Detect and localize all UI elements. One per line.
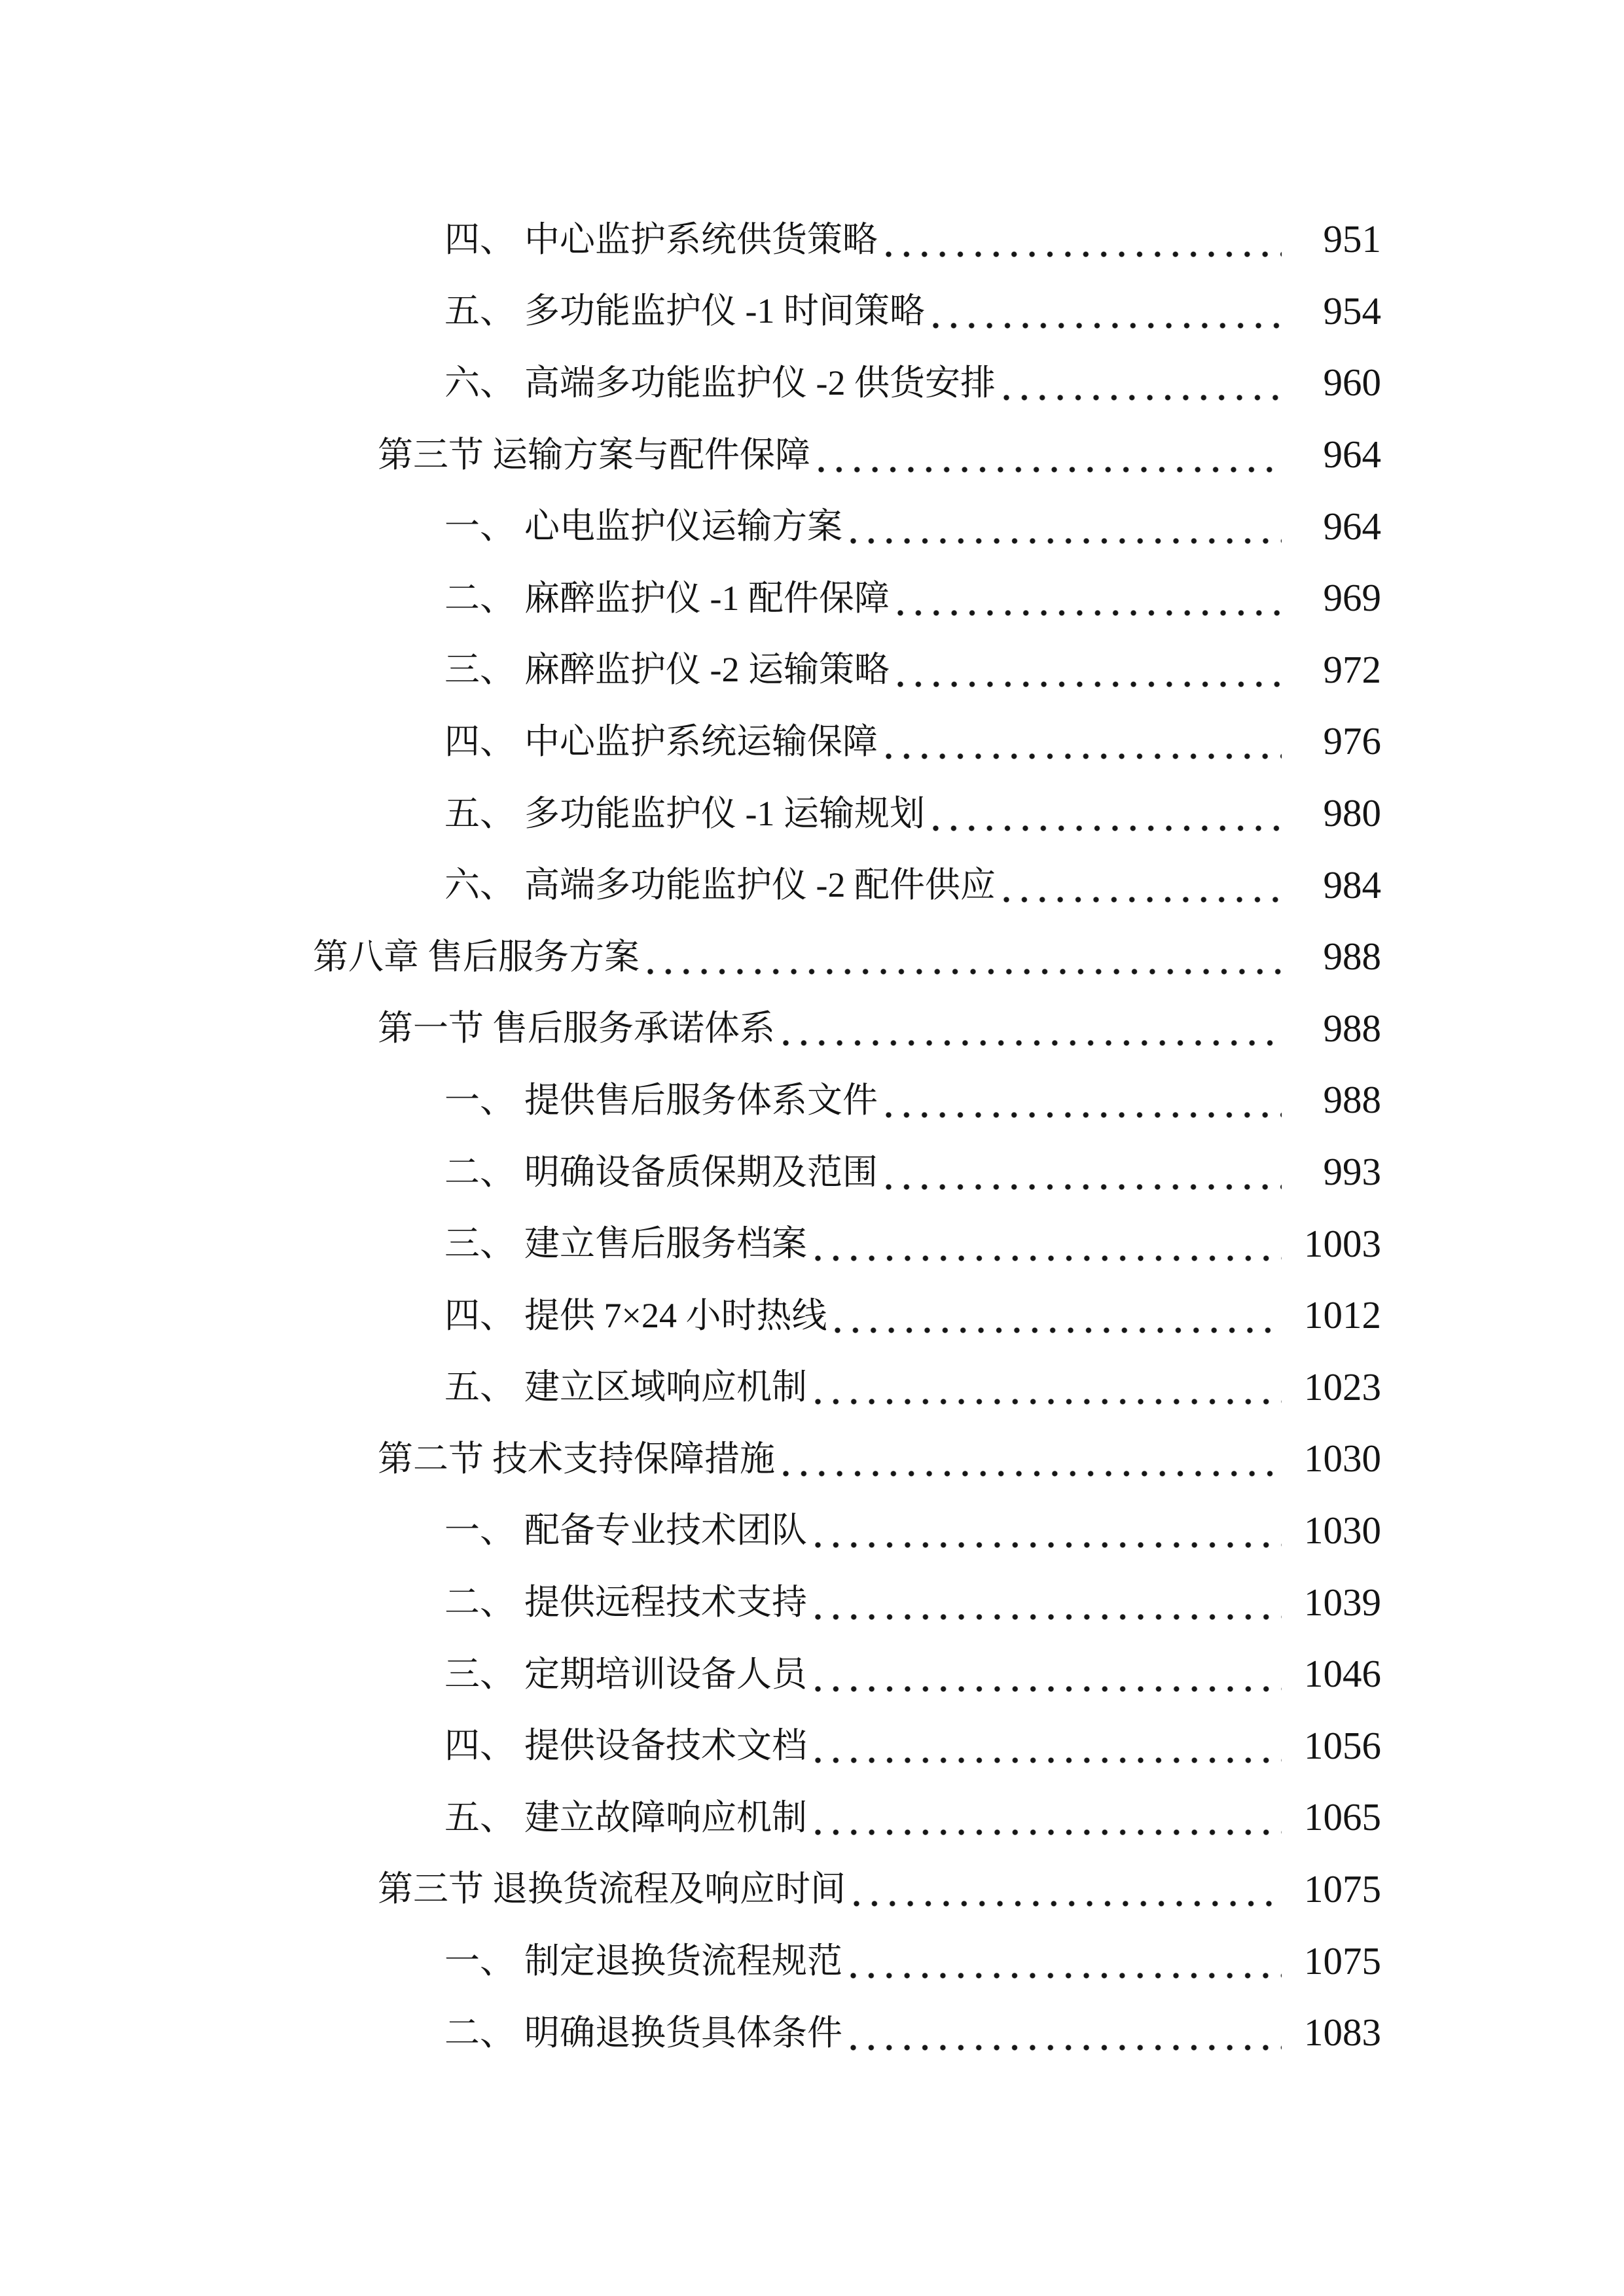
toc-entry-title: 提供售后服务体系文件 bbox=[524, 1080, 878, 1120]
dot-leader bbox=[815, 1226, 1282, 1261]
toc-entry-number: 二、 bbox=[444, 1583, 515, 1623]
toc-row-item bbox=[0, 1782, 1624, 1854]
dot-leader bbox=[815, 1585, 1282, 1620]
toc-row-item bbox=[0, 347, 1624, 419]
toc-entry-number: 第八章 bbox=[313, 937, 419, 977]
toc-row-item bbox=[0, 490, 1624, 562]
toc-row-item bbox=[0, 1352, 1624, 1424]
dot-leader bbox=[850, 1943, 1282, 1979]
toc-entry-page-number: 1030 bbox=[1304, 1437, 1381, 1480]
toc-entry-page-number: 964 bbox=[1323, 504, 1381, 548]
toc-entry-number: 五、 bbox=[444, 1797, 515, 1837]
toc-entry-title: 技术支持保障措施 bbox=[492, 1439, 775, 1479]
toc-entry-title: 明确退换货具体条件 bbox=[524, 2013, 842, 2053]
toc-entry-page-number: 969 bbox=[1323, 576, 1381, 620]
dot-leader bbox=[933, 293, 1282, 329]
dot-leader bbox=[818, 437, 1282, 473]
toc-entry-title: 多功能监护仪 -1 运输规划 bbox=[524, 793, 925, 833]
toc-entry-page-number: 1046 bbox=[1304, 1652, 1381, 1696]
toc-entry-number: 四、 bbox=[444, 219, 515, 259]
toc-entry-page-number: 1012 bbox=[1304, 1293, 1381, 1337]
toc-entry-title: 麻醉监护仪 -1 配件保障 bbox=[524, 578, 890, 618]
dot-leader bbox=[815, 1800, 1282, 1835]
toc-entry-number: 二、 bbox=[444, 578, 515, 618]
toc-entry-page-number: 1056 bbox=[1304, 1723, 1381, 1767]
dot-leader bbox=[815, 1657, 1282, 1692]
toc-row-item bbox=[0, 562, 1624, 634]
toc-entry-number: 五、 bbox=[444, 793, 515, 833]
toc-row-section bbox=[0, 419, 1624, 491]
toc-entry-number: 一、 bbox=[444, 1511, 515, 1551]
toc-entry-page-number: 972 bbox=[1323, 647, 1381, 691]
toc-row-item bbox=[0, 1064, 1624, 1136]
toc-entry-page-number: 1075 bbox=[1304, 1867, 1381, 1910]
toc-row-item bbox=[0, 204, 1624, 276]
toc-entry-page-number: 988 bbox=[1323, 935, 1381, 978]
dot-leader bbox=[835, 1298, 1282, 1333]
toc-entry-page-number: 976 bbox=[1323, 719, 1381, 763]
dot-leader bbox=[886, 1155, 1282, 1190]
toc-entry-number: 一、 bbox=[444, 507, 515, 547]
dot-leader bbox=[886, 222, 1282, 257]
toc-row-item bbox=[0, 849, 1624, 921]
toc-entry-title: 定期培训设备人员 bbox=[524, 1654, 807, 1694]
toc-row-item bbox=[0, 276, 1624, 348]
toc-entry-title: 提供远程技术支持 bbox=[524, 1583, 807, 1623]
toc-entry-title: 提供设备技术文档 bbox=[524, 1726, 807, 1766]
toc-entry-title: 制定退换货流程规范 bbox=[524, 1941, 842, 1981]
toc-entry-number: 六、 bbox=[444, 865, 515, 905]
toc-row-item bbox=[0, 1208, 1624, 1280]
toc-entry-number: 四、 bbox=[444, 1295, 515, 1335]
toc-entry-title: 高端多功能监护仪 -2 配件供应 bbox=[524, 865, 996, 905]
toc-entry-page-number: 993 bbox=[1323, 1150, 1381, 1194]
toc-entry-title: 中心监护系统供货策略 bbox=[524, 219, 878, 259]
toc-entry-title: 运输方案与配件保障 bbox=[492, 435, 810, 475]
toc-entry-number: 第一节 bbox=[378, 1009, 484, 1049]
toc-row-item bbox=[0, 634, 1624, 706]
toc-entry-title: 退换货流程及响应时间 bbox=[492, 1869, 846, 1909]
toc-entry-title: 建立故障响应机制 bbox=[524, 1797, 807, 1837]
toc-row-item bbox=[0, 1710, 1624, 1782]
toc-entry-page-number: 980 bbox=[1323, 791, 1381, 835]
toc-entry-number: 二、 bbox=[444, 1152, 515, 1192]
toc-entry-title: 明确设备质保期及范围 bbox=[524, 1152, 878, 1192]
toc-entry-title: 高端多功能监护仪 -2 供货安排 bbox=[524, 363, 996, 403]
toc-row-chapter bbox=[0, 921, 1624, 993]
toc-entry-page-number: 1075 bbox=[1304, 1939, 1381, 1982]
toc-entry-page-number: 960 bbox=[1323, 361, 1381, 404]
dot-leader bbox=[897, 581, 1282, 616]
dot-leader bbox=[850, 2015, 1282, 2051]
toc-entry-title: 配备专业技术团队 bbox=[524, 1511, 807, 1551]
toc-entry-title: 建立售后服务档案 bbox=[524, 1224, 807, 1264]
toc-row-section bbox=[0, 1854, 1624, 1926]
toc-row-item bbox=[0, 1280, 1624, 1352]
toc-entry-page-number: 1030 bbox=[1304, 1508, 1381, 1552]
toc-entry-title: 提供 7×24 小时热线 bbox=[524, 1295, 827, 1335]
toc-entry-page-number: 988 bbox=[1323, 1078, 1381, 1122]
toc-entry-number: 一、 bbox=[444, 1080, 515, 1120]
toc-entry-number: 一、 bbox=[444, 1941, 515, 1981]
toc-row-section bbox=[0, 993, 1624, 1065]
toc-entry-page-number: 1039 bbox=[1304, 1580, 1381, 1624]
toc-entry-number: 第二节 bbox=[378, 1439, 484, 1479]
dot-leader bbox=[815, 1728, 1282, 1763]
toc-entry-title: 中心监护系统运输保障 bbox=[524, 721, 878, 761]
toc-entry-number: 六、 bbox=[444, 363, 515, 403]
toc-entry-page-number: 964 bbox=[1323, 433, 1381, 476]
dot-leader bbox=[815, 1513, 1282, 1548]
toc-entry-number: 三、 bbox=[444, 1224, 515, 1264]
dot-leader bbox=[1003, 365, 1282, 401]
toc-row-item bbox=[0, 1495, 1624, 1567]
toc-row-item bbox=[0, 1136, 1624, 1208]
toc-entry-title: 建立区域响应机制 bbox=[524, 1367, 807, 1407]
toc-row-item bbox=[0, 1638, 1624, 1710]
dot-leader bbox=[783, 1441, 1282, 1477]
toc-entry-page-number: 1065 bbox=[1304, 1795, 1381, 1839]
toc-row-item bbox=[0, 1997, 1624, 2069]
dot-leader bbox=[854, 1871, 1282, 1907]
toc-entry-page-number: 954 bbox=[1323, 289, 1381, 332]
toc-row-section bbox=[0, 1423, 1624, 1495]
toc-entry-title: 心电监护仪运输方案 bbox=[524, 507, 842, 547]
toc-entry-page-number: 984 bbox=[1323, 863, 1381, 906]
toc-entry-title: 多功能监护仪 -1 时间策略 bbox=[524, 291, 925, 331]
dot-leader bbox=[897, 652, 1282, 687]
toc-entry-title: 售后服务承诺体系 bbox=[492, 1009, 775, 1049]
toc-entry-title: 麻醉监护仪 -2 运输策略 bbox=[524, 650, 890, 690]
toc-entry-number: 四、 bbox=[444, 721, 515, 761]
toc-entry-number: 三、 bbox=[444, 1654, 515, 1694]
toc-entry-page-number: 1023 bbox=[1304, 1365, 1381, 1408]
toc-entry-number: 第三节 bbox=[378, 1869, 484, 1909]
dot-leader bbox=[850, 509, 1282, 544]
toc-entry-number: 四、 bbox=[444, 1726, 515, 1766]
toc-entry-number: 第三节 bbox=[378, 435, 484, 475]
dot-leader bbox=[647, 939, 1282, 975]
toc-entry-page-number: 951 bbox=[1323, 217, 1381, 261]
toc-row-item bbox=[0, 778, 1624, 850]
dot-leader bbox=[815, 1369, 1282, 1405]
toc-entry-number: 五、 bbox=[444, 291, 515, 331]
toc-entry-number: 三、 bbox=[444, 650, 515, 690]
toc-entry-page-number: 988 bbox=[1323, 1006, 1381, 1050]
toc-entry-number: 二、 bbox=[444, 2013, 515, 2053]
dot-leader bbox=[886, 1083, 1282, 1118]
dot-leader bbox=[933, 796, 1282, 831]
dot-leader bbox=[886, 724, 1282, 759]
toc-row-item bbox=[0, 1566, 1624, 1638]
toc-entry-page-number: 1083 bbox=[1304, 2011, 1381, 2054]
toc-row-item bbox=[0, 706, 1624, 778]
toc-entry-page-number: 1003 bbox=[1304, 1221, 1381, 1265]
toc-entry-number: 五、 bbox=[444, 1367, 515, 1407]
dot-leader bbox=[1003, 867, 1282, 903]
toc-row-item bbox=[0, 1925, 1624, 1997]
toc-entry-title: 售后服务方案 bbox=[427, 937, 640, 977]
dot-leader bbox=[783, 1011, 1282, 1046]
